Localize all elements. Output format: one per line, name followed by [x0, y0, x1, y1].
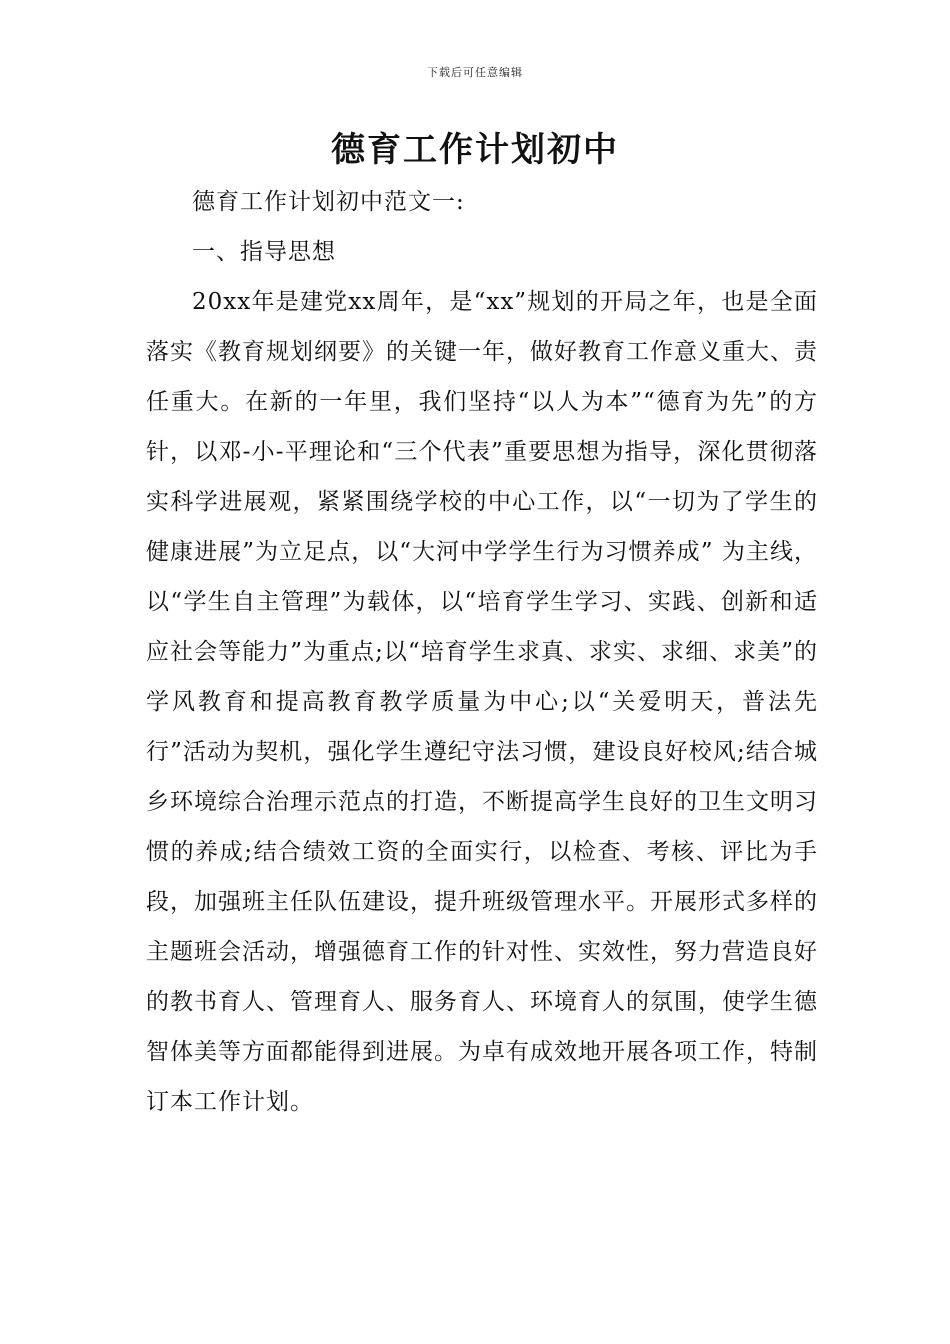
section-heading: 一、指导思想 [192, 239, 336, 265]
document-body [146, 177, 818, 1127]
header-note: 下载后可任意编辑 [427, 66, 523, 79]
paragraph-body: 20xx年是建党xx周年，是“xx”规划的开局之年，也是全面落实《教育规划纲要》的关键一年，做好教育工作意义重大、责任重大。在新的一年里，我们坚持“以人为本”“德育为先”的方针，以邓-小-平理论和“三个代表”重要思想为指导，深化贯彻落实科学进展观，紧紧围绕学校的中心工作，以“一切为了学生的健康进展”为立足点，以“大河中学学生行为习惯养成” 为主线，以“学生自主管理”为载体，以“培育学生学习、实践、创新和适应社会等能力”为重点;以“培育学生求真、求实、求细、求美”的学风教育和提高教育教学质量为中心;以“关爱明天，普法先行”活动为契机，强化学生遵纪守法习惯，建设良好校风;结合城乡环境综合治理示范点的打造，不断提高学生良好的卫生文明习惯的养成;结合绩效工资的全面实行，以检查、考核、评比为手段，加强班主任队伍建设，提升班级管理水平。开展形式多样的主题班会活动，增强德育工作的针对性、实效性，努力营造良好的教书育人、管理育人、服务育人、环境育人的氛围，使学生德智体美等方面都能得到进展。为卓有成效地开展各项工作，特制订本工作计划。 [146, 289, 818, 1115]
paragraph-intro: 德育工作计划初中范文一: [192, 189, 465, 215]
page-title: 德育工作计划初中 [331, 130, 619, 170]
